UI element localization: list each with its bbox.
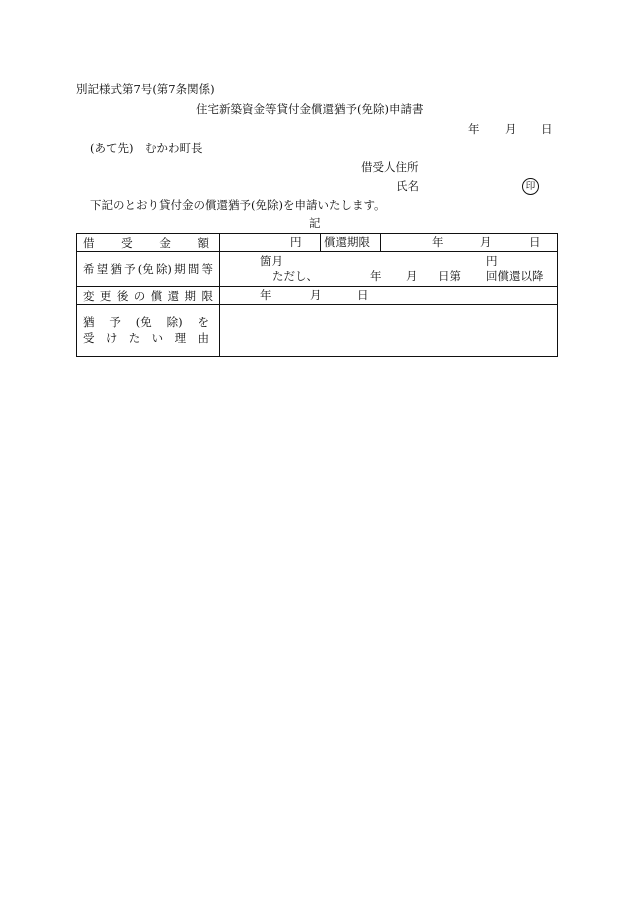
yen-unit: 円 <box>486 254 498 268</box>
label-char: 後 <box>116 288 129 303</box>
label-char: を <box>197 314 209 329</box>
applicant-name-label: 氏名 <box>396 179 419 193</box>
label-char: 額 <box>197 235 209 250</box>
label-char: 限 <box>201 288 213 303</box>
label-char: 還 <box>167 288 180 303</box>
divider <box>320 234 321 251</box>
repayment-deadline-label: 償還期限 <box>324 235 370 249</box>
applicant-address-label: 借受人住所 <box>361 160 419 174</box>
label-char: い <box>151 330 164 345</box>
label-char: 更 <box>99 288 112 303</box>
label-char: 理 <box>174 330 187 345</box>
reason-cell[interactable] <box>220 305 558 357</box>
new-deadline-cell[interactable] <box>220 287 558 305</box>
label-char: 金 <box>159 235 171 250</box>
label-char: 償 <box>150 288 163 303</box>
addressee: (あて先) むかわ町長 <box>90 141 203 155</box>
row-loan-amount <box>77 234 558 252</box>
deferment-period-cell[interactable] <box>220 252 558 287</box>
label-char: 間 <box>187 262 200 276</box>
row-reason <box>77 305 558 357</box>
new-deadline-day: 日 <box>357 288 369 302</box>
form-title: 住宅新築資金等貸付金償還猶予(免除)申請書 <box>196 102 424 116</box>
label-new-deadline <box>77 287 220 305</box>
date-month-label: 月 <box>505 122 517 136</box>
new-deadline-month: 月 <box>310 288 322 302</box>
date-day-label: 日 <box>541 122 553 136</box>
label-char: 受 <box>121 235 133 250</box>
start-day-dai: 日第 <box>438 269 461 283</box>
installment-from: 回償還以降 <box>486 269 544 283</box>
label-char: (免 <box>137 262 154 276</box>
deadline-month: 月 <box>480 235 492 249</box>
new-deadline-year: 年 <box>260 288 272 302</box>
ki-heading: 記 <box>309 216 321 230</box>
row-new-deadline <box>77 287 558 305</box>
divider <box>380 234 381 251</box>
label-char: 希 <box>83 262 95 276</box>
label-char: 除) <box>155 262 172 276</box>
months-unit: 箇月 <box>260 254 283 268</box>
yen-unit: 円 <box>290 235 302 249</box>
label-char: 除) <box>166 314 183 329</box>
label-loan-amount <box>77 234 220 252</box>
label-char: 望 <box>96 262 109 276</box>
start-month: 月 <box>406 269 418 283</box>
label-char: 期 <box>184 288 197 303</box>
date-year-label: 年 <box>468 122 480 136</box>
loan-amount-cell[interactable] <box>220 234 558 252</box>
label-char: 予 <box>109 314 121 329</box>
label-char: た <box>128 330 141 345</box>
application-table <box>76 233 558 357</box>
label-char: 猶 <box>110 262 122 276</box>
label-char: け <box>105 330 118 345</box>
application-statement: 下記のとおり貸付金の償還猶予(免除)を申請いたします。 <box>90 198 386 212</box>
label-char: 猶 <box>83 314 95 329</box>
label-char: 予 <box>124 262 136 276</box>
label-char: 等 <box>201 262 213 276</box>
label-char: 変 <box>83 288 95 303</box>
tadashi-label: ただし、 <box>272 269 318 283</box>
seal-mark-icon: 印 <box>522 178 539 195</box>
label-char: 期 <box>174 262 186 276</box>
label-reason <box>77 305 220 357</box>
form-number: 別記様式第7号(第7条関係) <box>76 82 215 96</box>
deadline-day: 日 <box>529 235 541 249</box>
label-char: の <box>133 288 146 303</box>
deadline-year: 年 <box>432 235 444 249</box>
label-deferment-period <box>77 252 220 287</box>
label-char: 由 <box>197 330 209 345</box>
label-char: 受 <box>83 330 95 345</box>
row-deferment-period <box>77 252 558 287</box>
start-year: 年 <box>370 269 382 283</box>
label-char: 借 <box>83 235 95 250</box>
label-char: (免 <box>135 314 152 329</box>
